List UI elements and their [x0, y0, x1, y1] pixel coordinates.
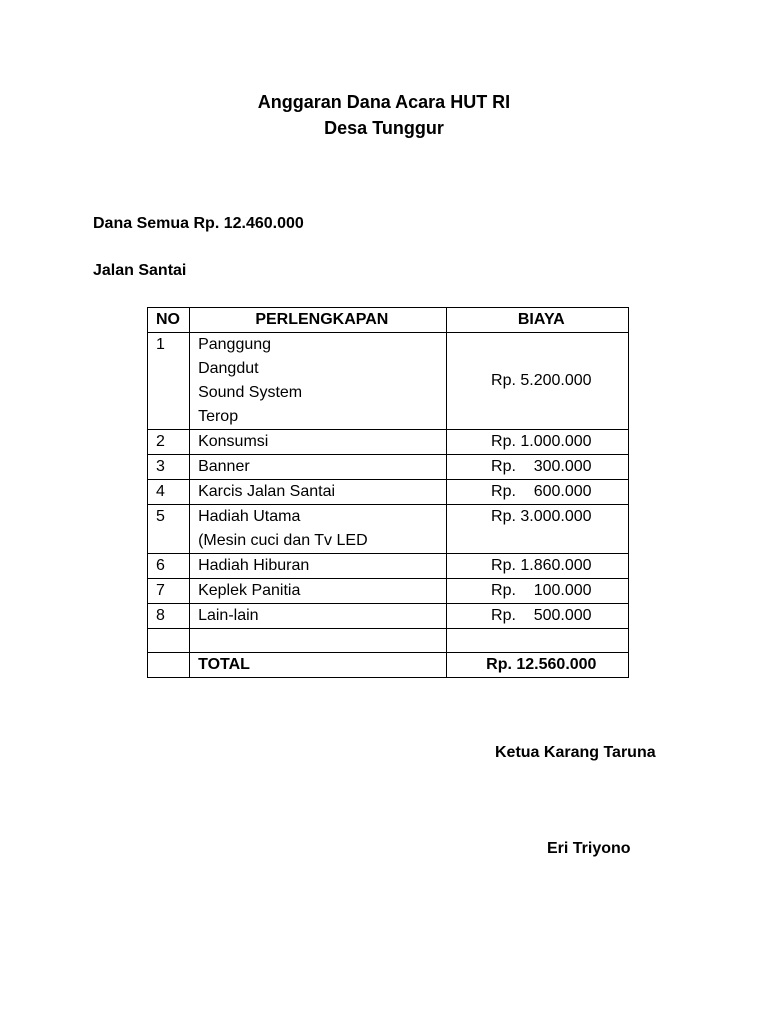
row-cost: Rp. 100.000 [446, 579, 628, 604]
row-no: 2 [148, 430, 190, 455]
empty-cell [148, 629, 190, 653]
table-row [148, 480, 629, 505]
total-cost: Rp. 12.560.000 [446, 653, 628, 678]
item-line: Sound System [198, 384, 303, 401]
row-no: 7 [148, 579, 190, 604]
empty-cell [446, 629, 628, 653]
header-no: NO [148, 308, 190, 333]
row-item: Banner [190, 455, 447, 480]
row-item [190, 505, 447, 554]
total-no-cell [148, 653, 190, 678]
signature-name: Eri Triyono [547, 840, 631, 857]
row-item: Keplek Panitia [190, 579, 447, 604]
row-item: Hadiah Hiburan [190, 554, 447, 579]
header-item: PERLENGKAPAN [190, 308, 447, 333]
row-cost: Rp. 3.000.000 [446, 505, 628, 554]
fund-total: Dana Semua Rp. 12.460.000 [93, 215, 304, 232]
item-line: (Mesin cuci dan Tv LED [198, 532, 368, 549]
row-cost: Rp. 5.200.000 [446, 333, 628, 430]
row-no: 1 [148, 333, 190, 430]
document-subtitle: Desa Tunggur [324, 118, 444, 138]
table-header-row [148, 308, 629, 333]
row-no: 5 [148, 505, 190, 554]
document-title: Anggaran Dana Acara HUT RI [257, 92, 511, 112]
table-row [148, 579, 629, 604]
row-no: 4 [148, 480, 190, 505]
row-cost: Rp. 1.860.000 [446, 554, 628, 579]
signature-role: Ketua Karang Taruna [495, 744, 656, 761]
table-row [148, 430, 629, 455]
row-cost: Rp. 600.000 [446, 480, 628, 505]
table-row [148, 604, 629, 629]
item-line: Panggung [198, 336, 272, 353]
item-line: Dangdut [198, 360, 259, 377]
total-row [148, 653, 629, 678]
table-row [148, 455, 629, 480]
budget-table [147, 307, 629, 678]
header-cost: BIAYA [446, 308, 628, 333]
row-no: 3 [148, 455, 190, 480]
row-item: Konsumsi [190, 430, 447, 455]
row-item: Lain-lain [190, 604, 447, 629]
table-row [148, 333, 629, 430]
table-row [148, 554, 629, 579]
row-no: 8 [148, 604, 190, 629]
empty-cell [190, 629, 447, 653]
total-label: TOTAL [190, 653, 447, 678]
row-cost: Rp. 300.000 [446, 455, 628, 480]
row-no: 6 [148, 554, 190, 579]
item-line: Hadiah Utama [198, 508, 301, 525]
section-heading: Jalan Santai [93, 262, 187, 279]
row-item: Karcis Jalan Santai [190, 480, 447, 505]
row-item [190, 333, 447, 430]
table-row [148, 505, 629, 554]
empty-row [148, 629, 629, 653]
item-line: Terop [198, 408, 239, 425]
row-cost: Rp. 1.000.000 [446, 430, 628, 455]
row-cost: Rp. 500.000 [446, 604, 628, 629]
